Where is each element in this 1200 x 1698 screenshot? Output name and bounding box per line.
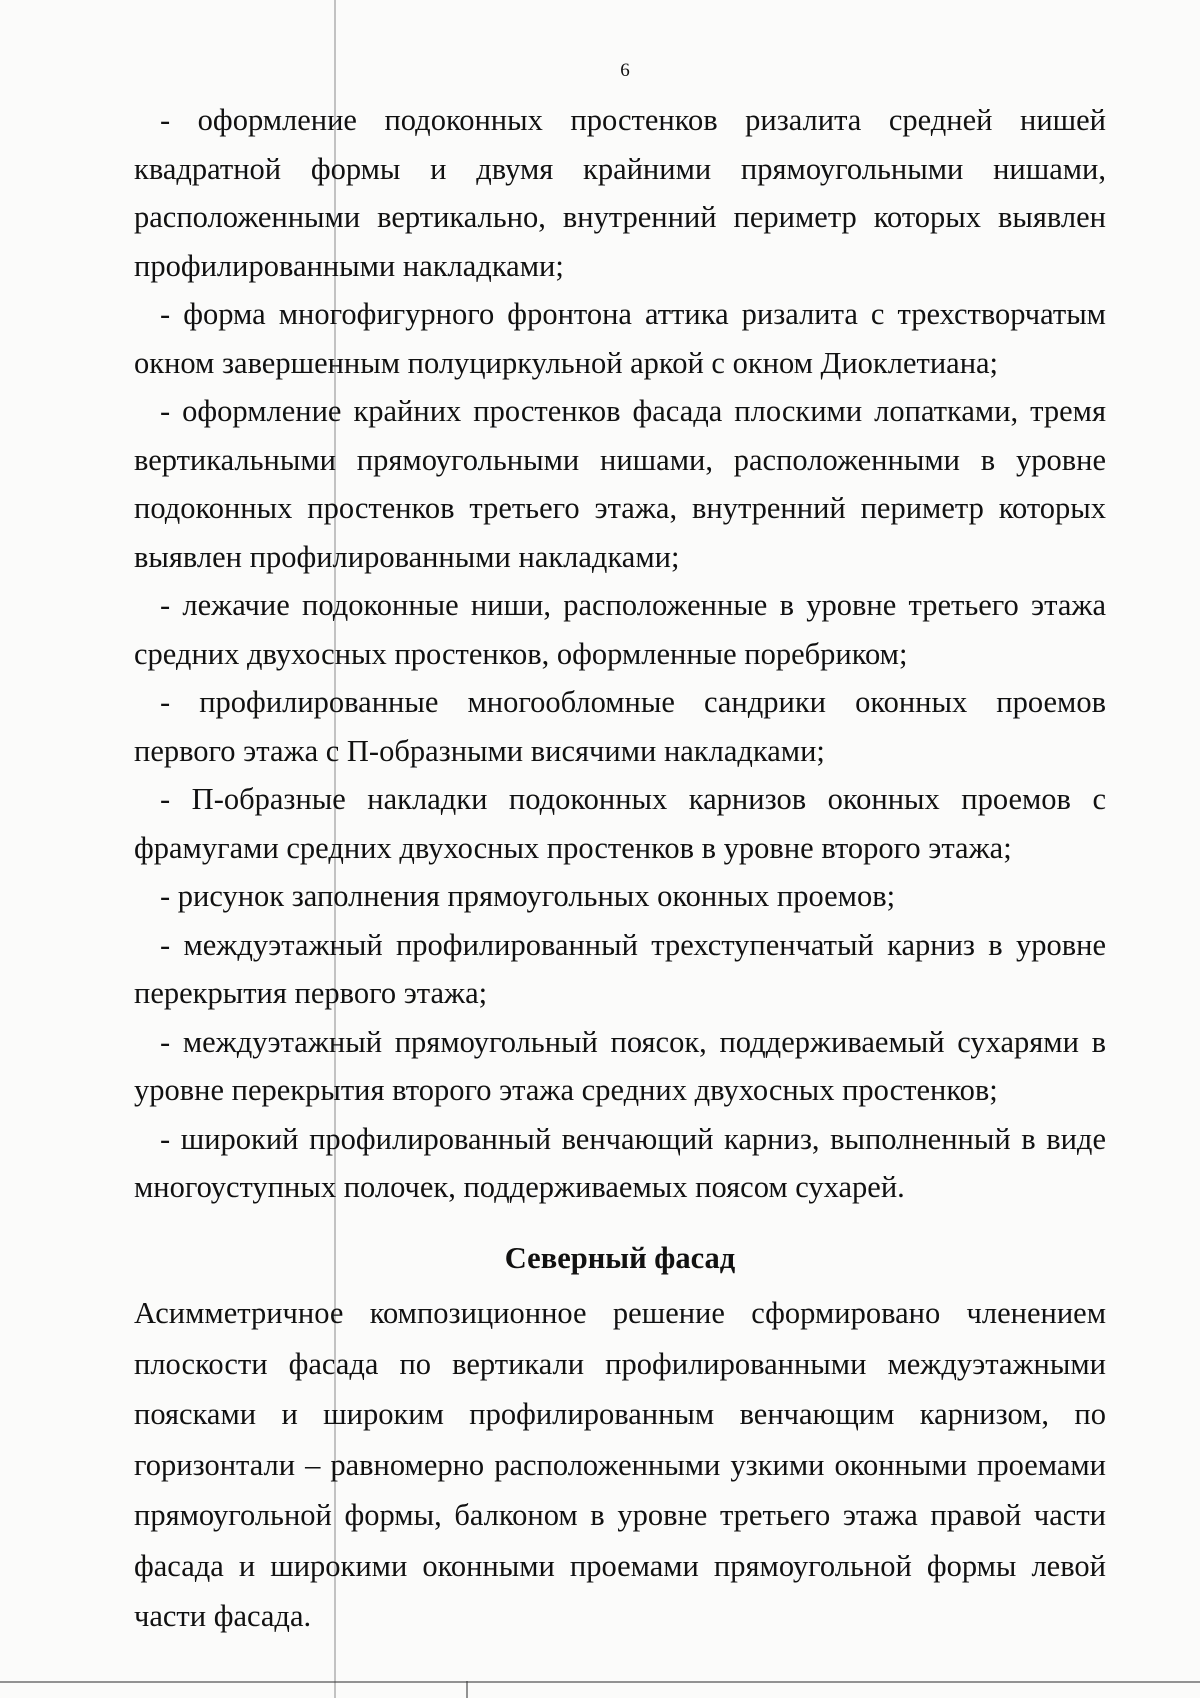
list-item: - оформление крайних простенков фасада плоскими лопатками, тремя вертикальными прямоугольными нишами, расположенными в уровне подоконных простенков третьего этажа, внутренний периметр которых выявлен профилированными накладками;	[134, 394, 1106, 574]
list-item: - междуэтажный профилированный трехступенчатый карниз в уровне перекрытия первого этажа;	[134, 927, 1106, 1010]
list-item: - рисунок заполнения прямоугольных оконных проемов;	[160, 879, 896, 913]
scan-bottom-edge	[0, 1681, 1200, 1683]
section-paragraph: Асимметричное композиционное решение сформировано членением плоскости фасада по вертикали профилированными междуэтажными поясками и широким профилированным венчающим карнизом, по горизонтали – равномерно расположенными узкими оконными проемами прямоугольной формы, балконом в уровне третьего этажа правой части фасада и широкими оконными проемами прямоугольной формы левой части фасада.	[134, 1296, 1106, 1633]
section-heading: Северный фасад	[504, 1240, 736, 1275]
list-item: - форма многофигурного фронтона аттика ризалита с трехстворчатым окном завершенным полуциркульной аркой с окном Диоклетиана;	[134, 297, 1106, 380]
page-body	[134, 96, 1106, 1642]
page-number: 6	[620, 60, 630, 81]
list-item: - П-образные накладки подоконных карнизов оконных проемов с фрамугами средних двухосных простенков в уровне второго этажа;	[134, 782, 1106, 865]
list-item: - профилированные многообломные сандрики оконных проемов первого этажа с П-образными висячими накладками;	[134, 685, 1106, 768]
list-item: - лежачие подоконные ниши, расположенные в уровне третьего этажа средних двухосных простенков, оформленные поребриком;	[134, 588, 1106, 671]
list-item: - оформление подоконных простенков ризалита средней нишей квадратной формы и двумя крайними прямоугольными нишами, расположенными вертикально, внутренний периметр которых выявлен профилированными накладками;	[134, 103, 1106, 283]
list-item: - широкий профилированный венчающий карниз, выполненный в виде многоуступных полочек, поддерживаемых поясом сухарей.	[134, 1121, 1106, 1204]
list-item: - междуэтажный прямоугольный поясок, поддерживаемый сухарями в уровне перекрытия второго этажа средних двухосных простенков;	[134, 1024, 1106, 1107]
scan-bottom-tick	[466, 1681, 468, 1698]
